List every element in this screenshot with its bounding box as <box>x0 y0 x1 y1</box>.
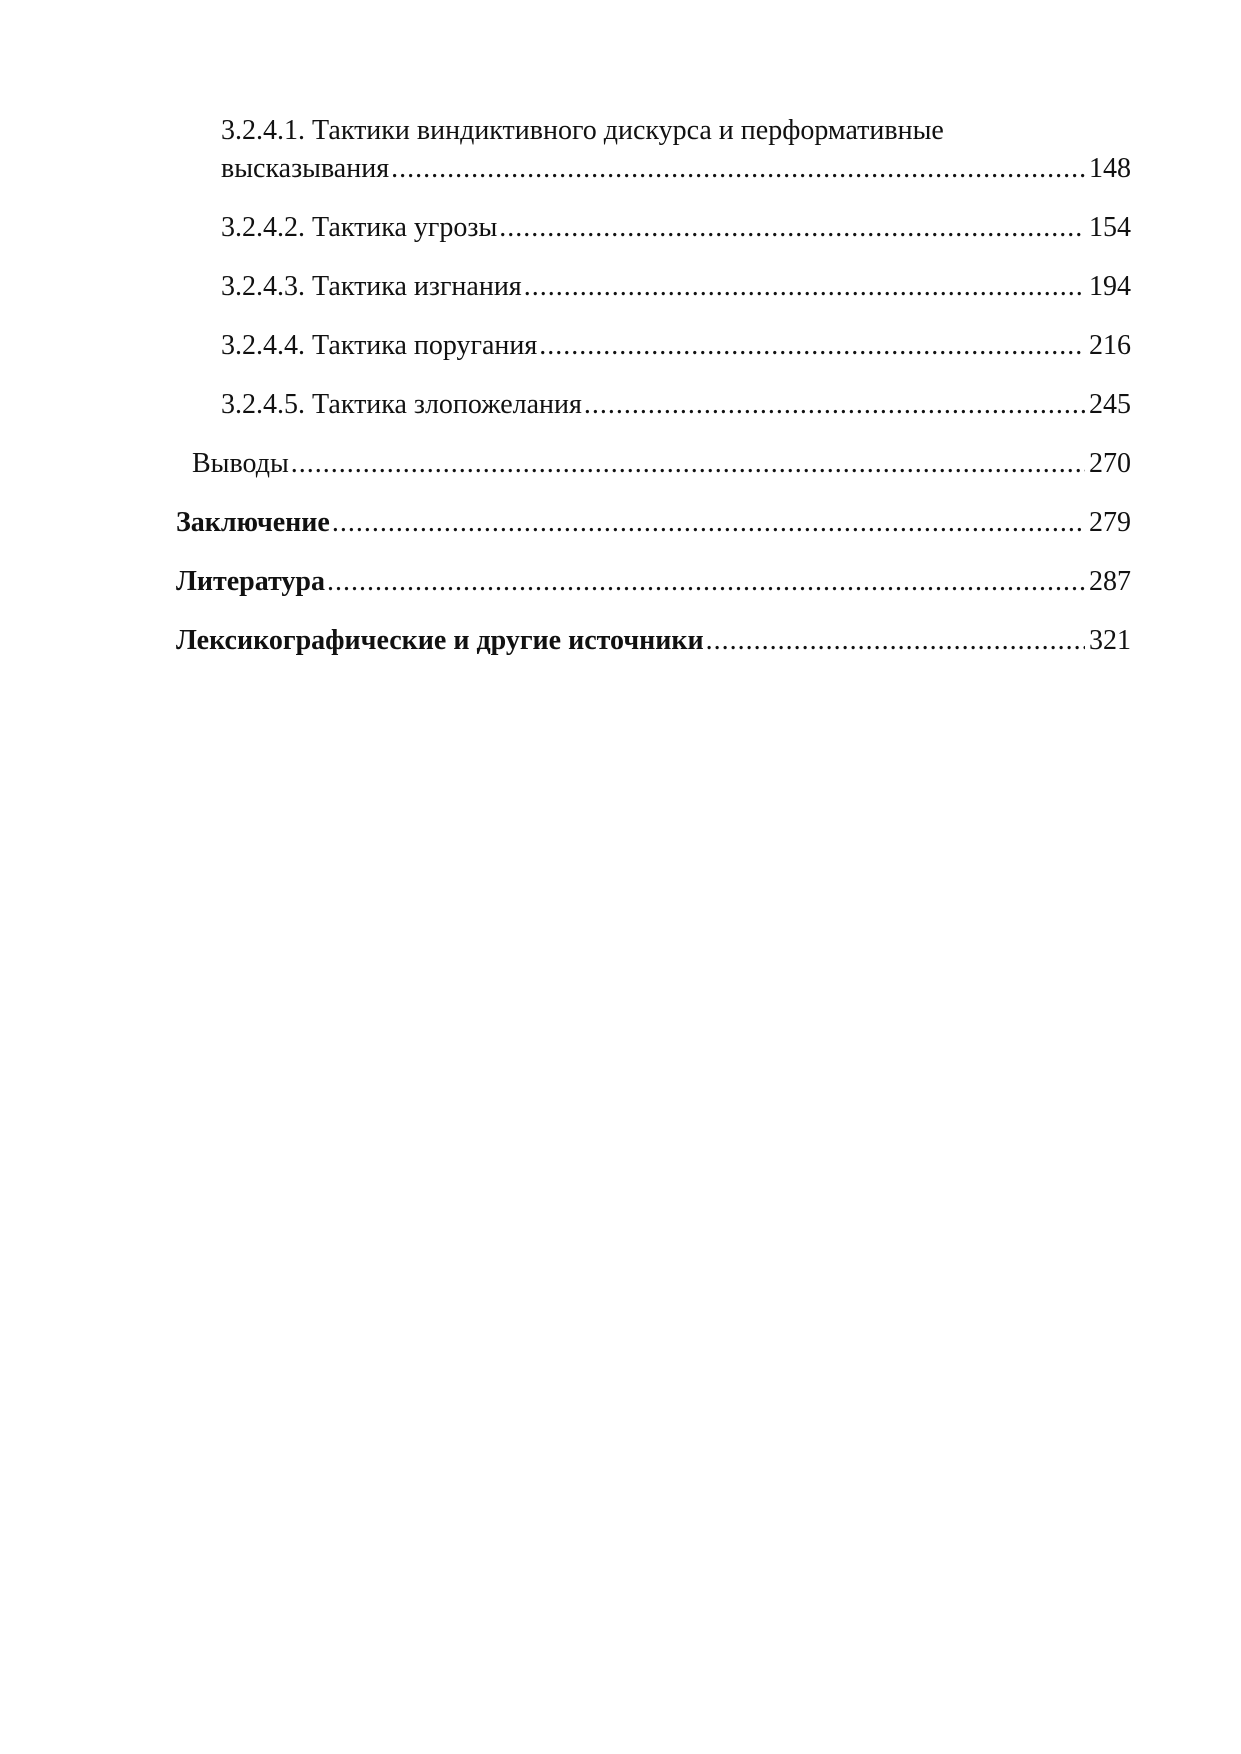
toc-entry-title: 3.2.4.2. Тактика угрозы <box>221 212 498 243</box>
dot-leader <box>327 563 1085 601</box>
toc-entry-3-2-4-2[interactable] <box>176 209 1131 247</box>
toc-page-number: 321 <box>1089 625 1131 656</box>
toc-page-number: 154 <box>1089 212 1131 243</box>
toc-page-number: 279 <box>1089 507 1131 538</box>
table-of-contents <box>176 112 1131 681</box>
toc-entry-3-2-4-3[interactable] <box>176 268 1131 306</box>
dot-leader <box>584 386 1085 424</box>
dot-leader <box>391 150 1085 188</box>
toc-entry-3-2-4-5[interactable] <box>176 386 1131 424</box>
dot-leader <box>499 209 1085 247</box>
toc-entry-title: высказывания <box>221 153 390 184</box>
toc-entry-title: Выводы <box>192 448 289 479</box>
toc-entry-title: 3.2.4.5. Тактика злопожелания <box>221 389 582 420</box>
toc-entry-3-2-4-1[interactable] <box>176 112 1131 188</box>
dot-leader <box>332 504 1085 542</box>
toc-entry-title: 3.2.4.3. Тактика изгнания <box>221 271 522 302</box>
toc-entry-sources[interactable] <box>176 622 1131 660</box>
toc-entry-3-2-4-4[interactable] <box>176 327 1131 365</box>
toc-page-number: 194 <box>1089 271 1131 302</box>
dot-leader <box>524 268 1085 306</box>
dot-leader <box>539 327 1085 365</box>
toc-entry-title: Литература <box>176 566 325 597</box>
toc-entry-conclusions[interactable] <box>176 445 1131 483</box>
toc-page-number: 216 <box>1089 330 1131 361</box>
toc-entry-title: Лексикографические и другие источники <box>176 625 704 656</box>
toc-entry-title: Заключение <box>176 507 330 538</box>
toc-entry-zaklyuchenie[interactable] <box>176 504 1131 542</box>
dot-leader <box>291 445 1085 483</box>
toc-page-number: 270 <box>1089 448 1131 479</box>
toc-page-number: 287 <box>1089 566 1131 597</box>
dot-leader <box>706 622 1085 660</box>
toc-page-number: 148 <box>1089 153 1131 184</box>
toc-entry-title-line1: 3.2.4.1. Тактики виндиктивного дискурса и перформативные <box>221 115 944 146</box>
toc-page-number: 245 <box>1089 389 1131 420</box>
toc-entry-literatura[interactable] <box>176 563 1131 601</box>
toc-entry-title: 3.2.4.4. Тактика поругания <box>221 330 538 361</box>
